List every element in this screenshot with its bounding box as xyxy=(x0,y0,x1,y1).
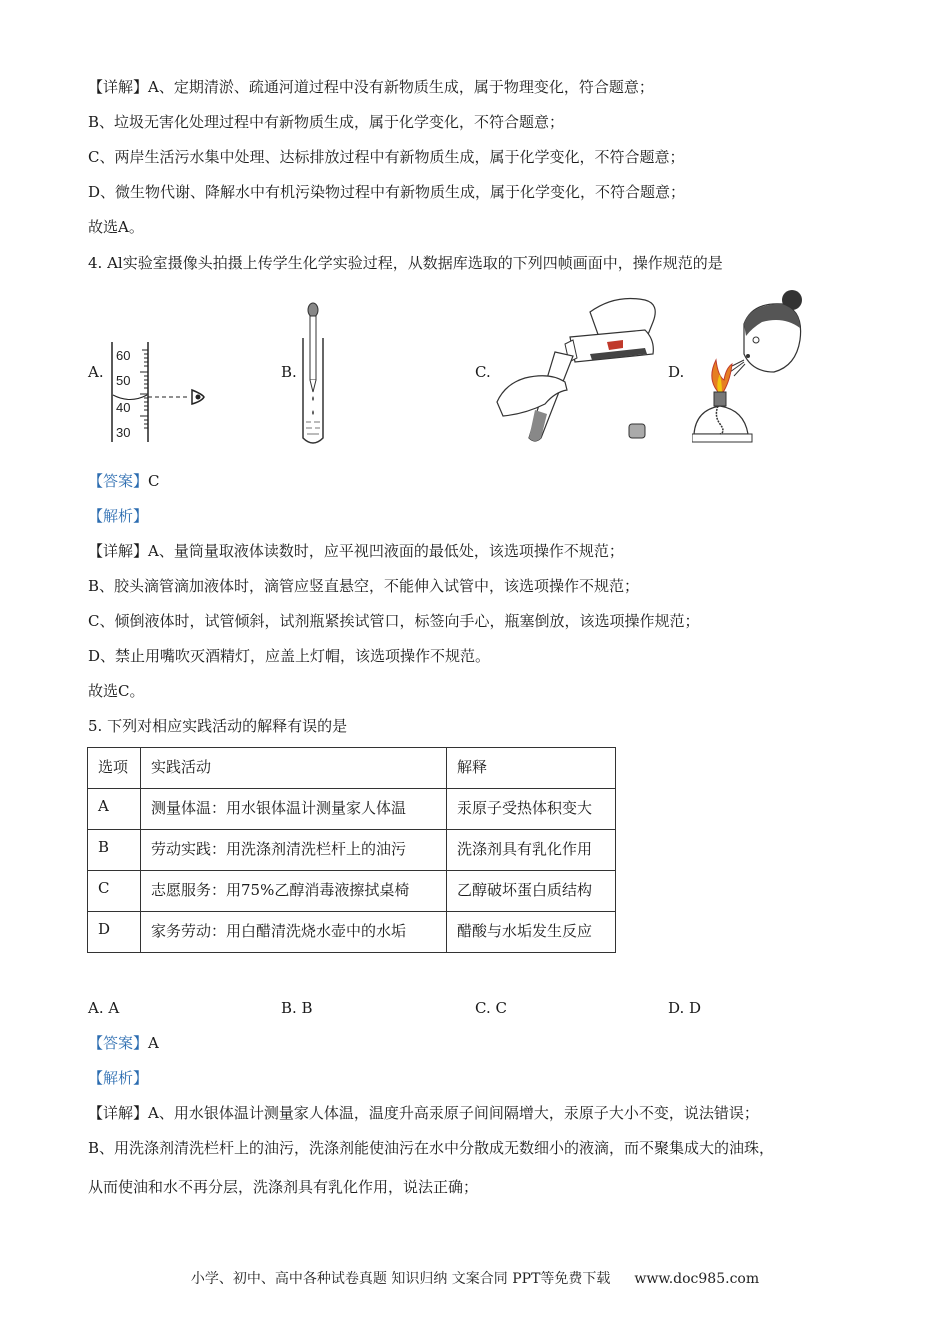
q5-detail-b-cont: 从而使油和水不再分层，洗涤剂具有乳化作用，说法正确； xyxy=(88,1178,479,1196)
table-header-cell: 实践活动 xyxy=(141,748,447,789)
q4-detail-d: D、禁止用嘴吹灭酒精灯，应盖上灯帽，该选项操作不规范。 xyxy=(88,647,491,665)
table-cell: C xyxy=(88,871,141,912)
table-row xyxy=(88,871,616,912)
table-cell: 劳动实践：用洗涤剂清洗栏杆上的油污 xyxy=(141,830,447,871)
q3-detail-line-a: 【详解】A、定期清淤、疏通河道过程中没有新物质生成，属于物理变化，符合题意； xyxy=(88,78,654,96)
footer-url[interactable]: www.doc985.com xyxy=(634,1271,760,1287)
table-header-cell: 解释 xyxy=(447,748,616,789)
q3-detail-line-d: D、微生物代谢、降解水中有机污染物过程中有新物质生成，属于化学变化，不符合题意； xyxy=(88,183,686,201)
tick-label-30: 30 xyxy=(116,425,131,440)
table-cell: 汞原子受热体积变大 xyxy=(447,789,616,830)
q5-answer: 【答案】A xyxy=(88,1034,159,1052)
tick-label-60: 60 xyxy=(116,348,131,363)
table-cell: 测量体温：用水银体温计测量家人体温 xyxy=(141,789,447,830)
q5-analysis-tag: 【解析】 xyxy=(88,1069,149,1087)
table-cell: 志愿服务：用75%乙醇消毒液擦拭桌椅 xyxy=(141,871,447,912)
q3-detail-line-b: B、垃圾无害化处理过程中有新物质生成，属于化学变化，不符合题意； xyxy=(88,113,565,131)
q5-table xyxy=(87,747,616,953)
detail-tag: 【详解】 xyxy=(88,542,149,560)
detail-tag: 【详解】 xyxy=(88,78,149,96)
q4-option-b-label: B. xyxy=(281,363,297,381)
q3-detail-line-c: C、两岸生活污水集中处理、达标排放过程中有新物质生成，属于化学变化，不符合题意； xyxy=(88,148,685,166)
q4-option-c-label: C. xyxy=(475,363,491,381)
q4-detail-a: 【详解】A、量筒量取液体读数时，应平视凹液面的最低处，该选项操作不规范； xyxy=(88,542,624,560)
stopper-icon xyxy=(629,424,645,438)
table-cell: D xyxy=(88,912,141,953)
footer-text: 小学、初中、高中各种试卷真题 知识归纳 文案合同 PPT等免费下载 xyxy=(190,1271,611,1287)
table-cell: 家务劳动：用白醋清洗烧水壶中的水垢 xyxy=(141,912,447,953)
q5-choice-c: C. C xyxy=(475,999,507,1017)
q4-analysis-tag: 【解析】 xyxy=(88,507,149,525)
q4-stem: 4. Al实验室摄像头拍摄上传学生化学实验过程，从数据库选取的下列四帧画面中，操作规范的是 xyxy=(88,254,723,272)
table-cell: B xyxy=(88,830,141,871)
tick-label-50: 50 xyxy=(116,373,131,388)
answer-tag: 【答案】 xyxy=(88,1034,149,1052)
q5-choice-b: B. B xyxy=(281,999,313,1017)
q3-conclusion: 故选A。 xyxy=(88,218,144,236)
q4-detail-c: C、倾倒液体时，试管倾斜，试剂瓶紧挨试管口，标签向手心，瓶塞倒放，该选项操作规范； xyxy=(88,612,700,630)
table-cell: A xyxy=(88,789,141,830)
table-cell: 洗涤剂具有乳化作用 xyxy=(447,830,616,871)
answer-tag: 【答案】 xyxy=(88,472,149,490)
table-header-cell: 选项 xyxy=(88,748,141,789)
q4-option-d-label: D. xyxy=(668,363,685,381)
detail-tag: 【详解】 xyxy=(88,1104,149,1122)
table-row xyxy=(88,789,616,830)
table-row xyxy=(88,912,616,953)
table-cell: 醋酸与水垢发生反应 xyxy=(447,912,616,953)
q5-stem: 5. 下列对相应实践活动的解释有误的是 xyxy=(88,717,348,735)
lamp-body-icon xyxy=(694,406,748,434)
q4-figure-c-pouring xyxy=(495,292,665,444)
q4-figure-a-cylinder xyxy=(108,342,213,444)
q4-option-a-label: A. xyxy=(88,363,104,381)
q4-figure-d-alcohol-lamp xyxy=(692,284,808,446)
q4-conclusion: 故选C。 xyxy=(88,682,145,700)
table-row xyxy=(88,830,616,871)
q4-figure-b-dropper xyxy=(298,300,338,448)
dropper-bulb-icon xyxy=(308,303,318,317)
q4-detail-b: B、胶头滴管滴加液体时，滴管应竖直悬空，不能伸入试管中，该选项操作不规范； xyxy=(88,577,640,595)
page-footer xyxy=(0,1268,950,1288)
tick-label-40: 40 xyxy=(116,400,131,415)
q5-choice-a: A. A xyxy=(88,999,120,1017)
q5-choice-d: D. D xyxy=(668,999,702,1017)
q4-answer: 【答案】C xyxy=(88,472,160,490)
q5-detail-b: B、用洗涤剂清洗栏杆上的油污，洗涤剂能使油污在水中分散成无数细小的液滴，而不聚集成大的油珠， xyxy=(88,1139,775,1157)
q5-detail-a: 【详解】A、用水银体温计测量家人体温，温度升高汞原子间间隔增大，汞原子大小不变，说法错误； xyxy=(88,1104,759,1122)
table-header-row xyxy=(88,748,616,789)
table-cell: 乙醇破坏蛋白质结构 xyxy=(447,871,616,912)
